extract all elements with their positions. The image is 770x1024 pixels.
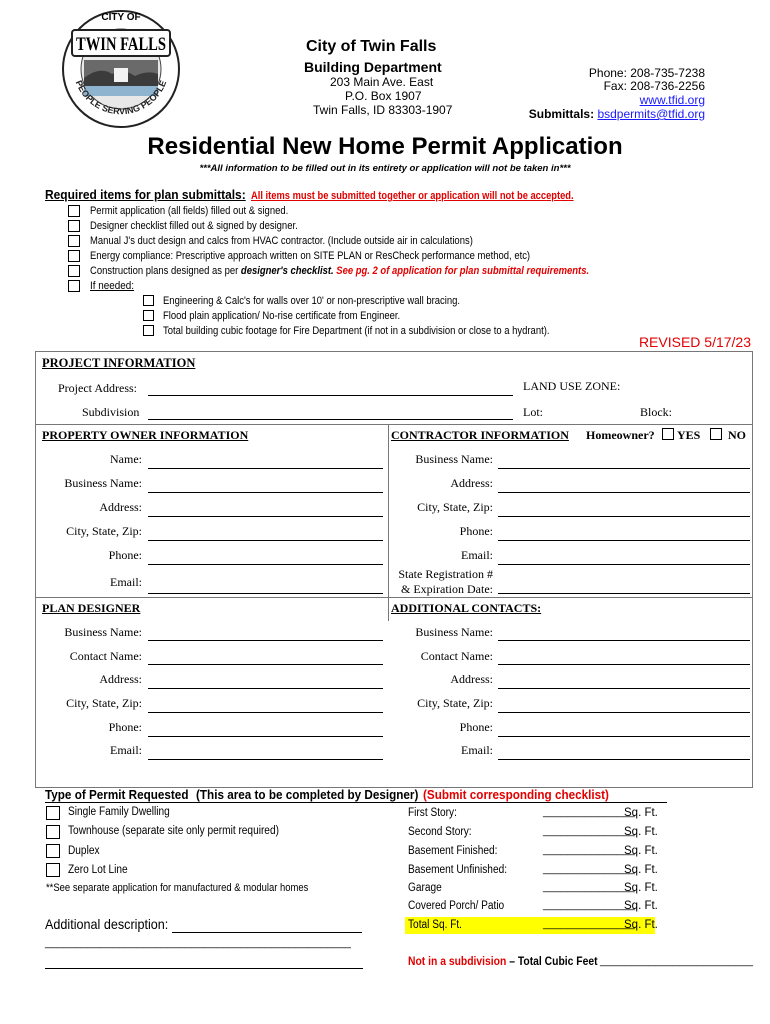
header-submittals — [529, 107, 705, 121]
designer-heading: PLAN DESIGNER — [42, 601, 141, 615]
designer-city-input[interactable] — [148, 712, 383, 713]
contacts-contact-label: Contact Name: — [420, 649, 493, 663]
area-second-story-blank[interactable]: _______________ — [543, 825, 635, 837]
additional-description-label: Additional description: — [45, 916, 169, 932]
designer-phone-input[interactable] — [148, 736, 383, 737]
area-second-story-unit: Sq. Ft. — [624, 826, 658, 838]
contacts-phone-input[interactable] — [498, 736, 750, 737]
area-first-story-unit: Sq. Ft. — [624, 807, 658, 819]
homeowner-yes-checkbox[interactable] — [662, 428, 674, 440]
project-heading: PROJECT INFORMATION — [42, 356, 196, 370]
permit-heading-row — [45, 787, 667, 803]
area-basement-finished: Basement Finished: — [408, 845, 498, 857]
owner-phone-label: Phone: — [108, 548, 142, 562]
permit-type-duplex: Duplex — [68, 845, 100, 857]
area-basement-unfinished: Basement Unfinished: — [408, 864, 508, 876]
if-needed-label: If needed: — [90, 280, 135, 292]
owner-email-label: Email: — [110, 575, 142, 589]
owner-heading: PROPERTY OWNER INFORMATION — [42, 428, 249, 442]
header-website-link[interactable]: www.tfid.org — [639, 93, 705, 107]
area-covered-porch-unit: Sq. Ft. — [624, 900, 658, 912]
page-title: Residential New Home Permit Application — [147, 133, 623, 160]
contacts-contact-input[interactable] — [498, 664, 750, 665]
checkbox-designer-checklist[interactable] — [68, 220, 80, 232]
homeowner-label: Homeowner? — [586, 428, 655, 442]
required-item-1: Permit application (all fields) filled out & signed. — [90, 205, 289, 217]
contractor-address-input[interactable] — [498, 492, 750, 493]
required-heading: Required items for plan submittals: — [45, 187, 246, 202]
header-address-1: 203 Main Ave. East — [330, 75, 434, 89]
area-covered-porch-blank[interactable]: _______________ — [543, 899, 635, 911]
additional-description-dashes[interactable]: __________________________________________________ — [45, 937, 351, 949]
area-first-story-blank[interactable]: _______________ — [543, 806, 635, 818]
checkbox-if-needed[interactable] — [68, 280, 80, 292]
manufactured-note: **See separate application for manufactured & modular homes — [46, 882, 309, 894]
contacts-city-label: City, State, Zip: — [417, 696, 493, 710]
construction-red: See pg. 2 of application for plan submittal requirements. — [336, 265, 590, 277]
contractor-address-label: Address: — [450, 476, 493, 490]
contacts-city-input[interactable] — [498, 712, 750, 713]
total-sqft-unit: Sq. Ft. — [624, 919, 658, 931]
owner-email-input[interactable] — [148, 593, 383, 594]
header-department: Building Department — [304, 59, 442, 75]
revised-date: REVISED 5/17/23 — [638, 334, 751, 350]
subdivision-input[interactable] — [148, 419, 513, 420]
city-logo — [60, 8, 182, 130]
checkbox-single-family[interactable] — [46, 806, 60, 820]
area-garage-blank[interactable]: _______________ — [543, 881, 635, 893]
contractor-city-input[interactable] — [498, 516, 750, 517]
total-sqft-blank[interactable]: _______________ — [543, 918, 635, 930]
sub-item-3: Total building cubic footage for Fire Department (if not in a subdivision or close to a hydrant). — [163, 325, 550, 337]
area-second-story: Second Story: — [408, 826, 472, 838]
area-first-story: First Story: — [408, 807, 457, 819]
contacts-business-label: Business Name: — [415, 625, 493, 639]
area-basement-unfinished-unit: Sq. Ft. — [624, 864, 658, 876]
checkbox-zero-lot[interactable] — [46, 863, 60, 877]
designer-email-label: Email: — [110, 743, 142, 757]
designer-address-input[interactable] — [148, 688, 383, 689]
additional-description-input-1[interactable] — [172, 932, 362, 933]
state-registration-label-2: & Expiration Date: — [401, 582, 493, 596]
subdivision-label: Subdivision — [82, 405, 140, 419]
area-garage-unit: Sq. Ft. — [624, 882, 658, 894]
contacts-address-label: Address: — [450, 672, 493, 686]
homeowner-no-checkbox[interactable] — [710, 428, 722, 440]
designer-business-label: Business Name: — [64, 625, 142, 639]
required-heading-row — [45, 187, 630, 202]
total-sqft-label: Total Sq. Ft. — [408, 919, 462, 931]
permit-type-single-family: Single Family Dwelling — [68, 806, 170, 818]
permit-type-zero-lot: Zero Lot Line — [68, 864, 128, 876]
header-phone: Phone: 208-735-7238 — [588, 66, 705, 80]
area-covered-porch: Covered Porch/ Patio — [408, 900, 505, 912]
contractor-business-label: Business Name: — [415, 452, 493, 466]
logo-arc-bottom: PEOPLE SERVING PEOPLE — [73, 78, 169, 117]
checkbox-flood-plain[interactable] — [143, 310, 154, 321]
checkbox-construction-plans[interactable] — [68, 265, 80, 277]
homeowner-no-label: NO — [728, 428, 746, 442]
owner-business-label: Business Name: — [64, 476, 142, 490]
owner-city-label: City, State, Zip: — [66, 524, 142, 538]
header-address-2: P.O. Box 1907 — [345, 89, 422, 103]
owner-phone-input[interactable] — [148, 564, 383, 565]
designer-phone-label: Phone: — [108, 720, 142, 734]
area-basement-finished-blank[interactable]: _______________ — [543, 844, 635, 856]
required-warning: All items must be submitted together or application will not be accepted. — [250, 190, 574, 202]
permit-heading: Type of Permit Requested — [45, 787, 189, 802]
state-registration-label-1: State Registration # — [398, 567, 493, 581]
checkbox-permit-application[interactable] — [68, 205, 80, 217]
contractor-phone-input[interactable] — [498, 540, 750, 541]
checkbox-cubic-footage[interactable] — [143, 325, 154, 336]
contractor-email-input[interactable] — [498, 564, 750, 565]
owner-business-input[interactable] — [148, 492, 383, 493]
submittals-label: Submittals: — [528, 107, 595, 121]
required-item-4: Energy compliance: Prescriptive approach written on SITE PLAN or ResCheck performance method, etc) — [90, 250, 531, 262]
logo-arc-top: CITY OF — [101, 12, 141, 23]
required-item-3: Manual J's duct design and calcs from HVAC contractor. (Include outside air in calculations) — [90, 235, 473, 247]
required-item-5 — [90, 265, 589, 277]
header-address-3: Twin Falls, ID 83303-1907 — [313, 103, 453, 117]
construction-bold: designer's checklist. — [240, 265, 334, 277]
header-fax: Fax: 208-736-2256 — [603, 79, 705, 93]
owner-address-input[interactable] — [148, 516, 383, 517]
area-basement-unfinished-blank[interactable]: _______________ — [543, 863, 635, 875]
checkbox-manual-j[interactable] — [68, 235, 80, 247]
contacts-business-input[interactable] — [498, 640, 750, 641]
page-subtitle: ***All information to be filled out in its entirety or application will not be taken in*** — [199, 163, 571, 174]
state-registration-input[interactable] — [498, 593, 750, 594]
designer-contact-label: Contact Name: — [69, 649, 142, 663]
contacts-address-input[interactable] — [498, 688, 750, 689]
cubic-feet-red: Not in a subdivision — [408, 956, 507, 968]
project-address-input[interactable] — [148, 395, 513, 396]
contractor-heading: CONTRACTOR INFORMATION — [391, 428, 569, 442]
contractor-business-input[interactable] — [498, 468, 750, 469]
lot-label: Lot: — [523, 405, 543, 419]
area-basement-finished-unit: Sq. Ft. — [624, 845, 658, 857]
land-use-label: LAND USE ZONE: — [523, 379, 621, 393]
owner-address-label: Address: — [99, 500, 142, 514]
block-label: Block: — [640, 405, 672, 419]
sub-item-1: Engineering & Calc's for walls over 10' or non-prescriptive wall bracing. — [163, 295, 461, 307]
contacts-heading: ADDITIONAL CONTACTS: — [391, 601, 542, 615]
cubic-feet-label: – Total Cubic Feet — [506, 956, 598, 968]
owner-name-input[interactable] — [148, 468, 383, 469]
contacts-email-label: Email: — [461, 743, 493, 757]
owner-city-input[interactable] — [148, 540, 383, 541]
owner-name-label: Name: — [110, 452, 142, 466]
additional-description-input-3[interactable] — [45, 968, 363, 969]
checkbox-duplex[interactable] — [46, 844, 60, 858]
designer-address-label: Address: — [99, 672, 142, 686]
divider-designer — [35, 597, 753, 598]
header-city: City of Twin Falls — [306, 38, 437, 55]
checkbox-engineering[interactable] — [143, 295, 154, 306]
permit-type-townhouse: Townhouse (separate site only permit required) — [68, 825, 279, 837]
contractor-city-label: City, State, Zip: — [417, 500, 493, 514]
contractor-phone-label: Phone: — [459, 524, 493, 538]
project-address-label: Project Address: — [58, 381, 137, 395]
contacts-phone-label: Phone: — [459, 720, 493, 734]
area-garage: Garage — [408, 882, 442, 894]
logo-main-text: TWIN FALLS — [76, 34, 166, 55]
designer-city-label: City, State, Zip: — [66, 696, 142, 710]
designer-contact-input[interactable] — [148, 664, 383, 665]
contractor-email-label: Email: — [461, 548, 493, 562]
sub-item-2: Flood plain application/ No-rise certificate from Engineer. — [163, 310, 401, 322]
contacts-email-input[interactable] — [498, 759, 750, 760]
checkbox-townhouse[interactable] — [46, 825, 60, 839]
submittals-email-link[interactable]: bsdpermits@tfid.org — [597, 107, 705, 121]
homeowner-yes-label: YES — [677, 428, 701, 442]
designer-email-input[interactable] — [148, 759, 383, 760]
required-item-2: Designer checklist filled out & signed by designer. — [90, 220, 298, 232]
cubic-feet-blank[interactable]: _________________________ — [600, 955, 753, 967]
designer-business-input[interactable] — [148, 640, 383, 641]
permit-heading-red: (Submit corresponding checklist) — [422, 787, 609, 802]
divider-project — [35, 424, 753, 425]
permit-heading-paren: (This area to be completed by Designer) — [196, 787, 419, 802]
vertical-divider — [388, 424, 389, 621]
cubic-feet-row — [408, 956, 598, 968]
construction-text: Construction plans designed as per — [90, 265, 241, 277]
checkbox-energy-compliance[interactable] — [68, 250, 80, 262]
